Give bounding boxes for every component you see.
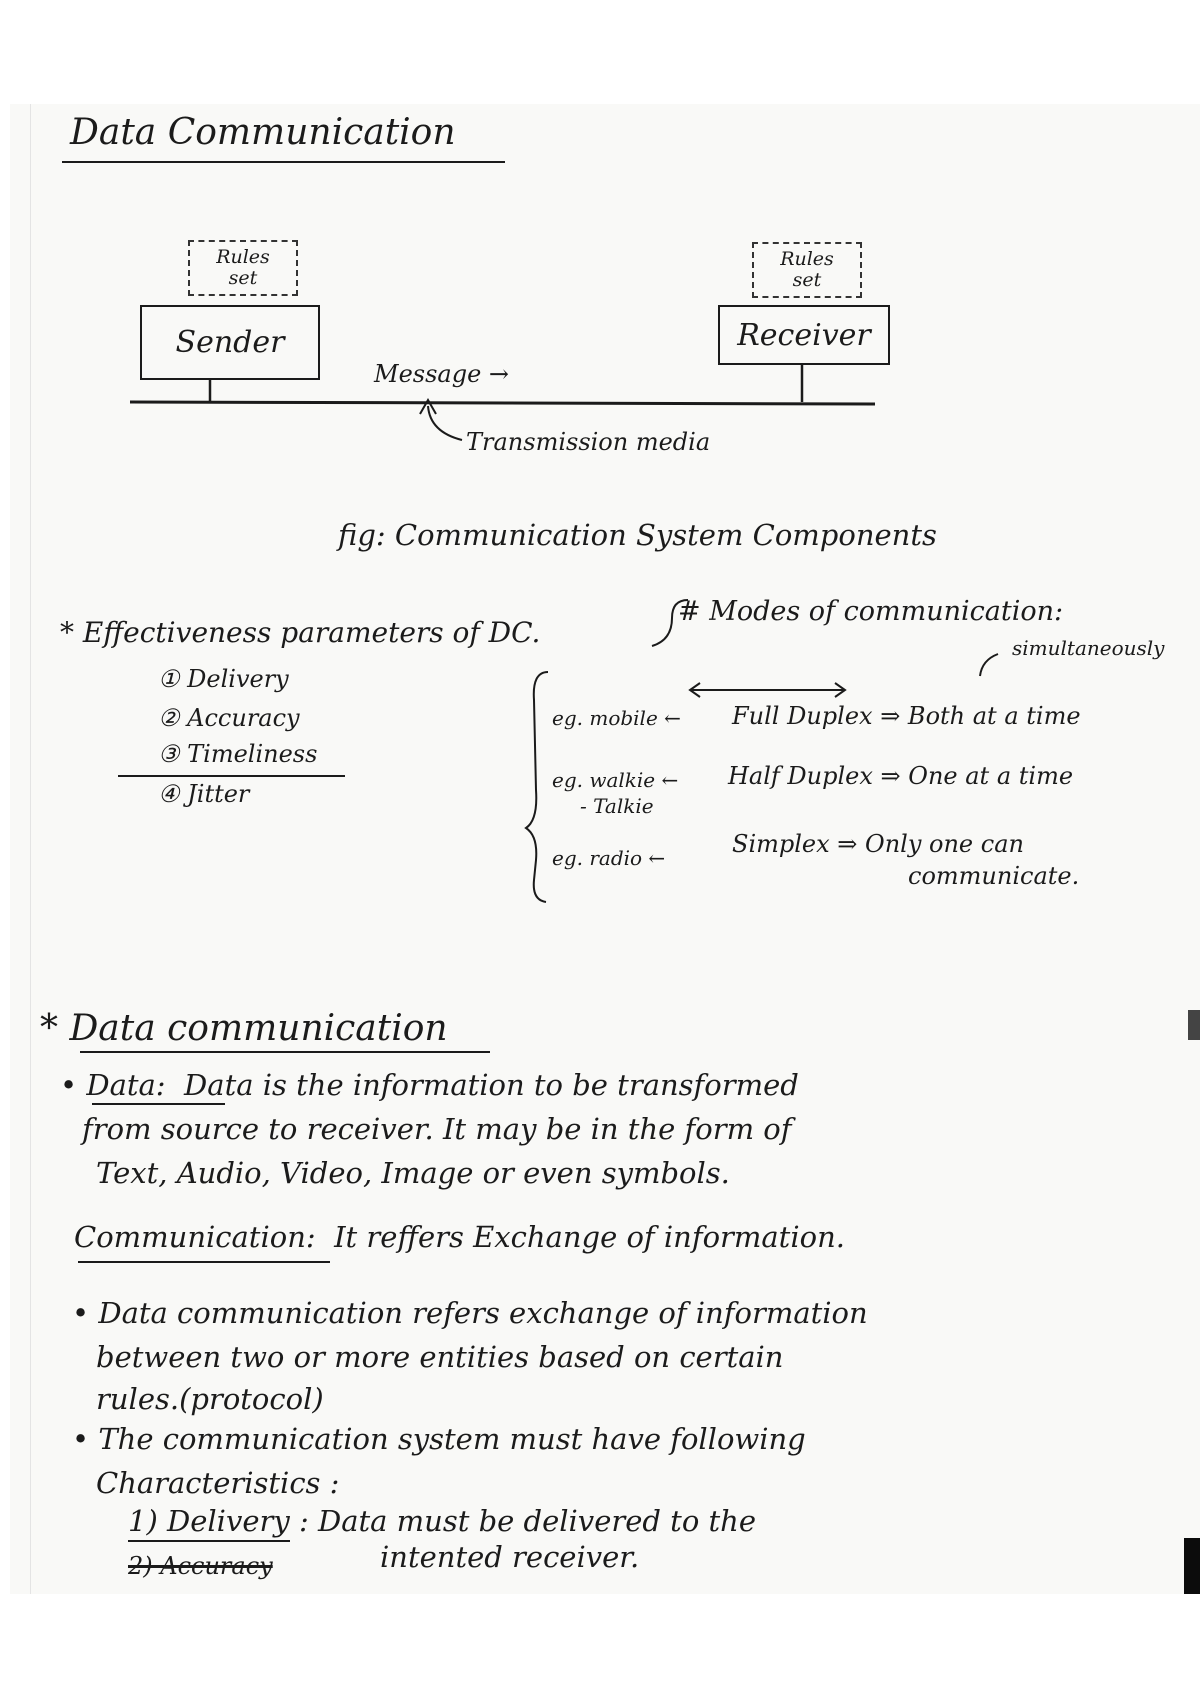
effectiveness-item: ③ Timeliness bbox=[158, 740, 318, 768]
data-line1: Data is the information to be transformed bbox=[184, 1068, 799, 1102]
communication-bullet bbox=[74, 1220, 845, 1254]
communication-text: It reffers Exchange of information. bbox=[334, 1220, 845, 1254]
receiver-rules-line2: set bbox=[792, 269, 822, 291]
simplex-text: Simplex ⇒ Only one can bbox=[732, 830, 1024, 858]
receiver-box: Receiver bbox=[718, 305, 890, 365]
dc-line1: • Data communication refers exchange of information bbox=[72, 1296, 868, 1330]
half-duplex-example: eg. walkie ← bbox=[552, 768, 679, 792]
delivery-text: : Data must be delivered to the bbox=[298, 1504, 756, 1538]
characteristic-delivery bbox=[128, 1504, 756, 1538]
delivery-text-2: intented receiver. bbox=[380, 1540, 640, 1574]
half-duplex-example-2: - Talkie bbox=[580, 794, 654, 818]
figure-caption: fig: Communication System Components bbox=[338, 518, 937, 552]
communication-label: Communication: bbox=[74, 1220, 316, 1254]
effectiveness-heading: * Effectiveness parameters of DC. bbox=[60, 616, 541, 649]
transmission-media-label: Transmission media bbox=[466, 428, 711, 456]
system-line1: • The communication system must have following bbox=[72, 1422, 806, 1456]
accuracy-struck: 2) Accuracy bbox=[128, 1552, 273, 1580]
sender-box: Sender bbox=[140, 305, 320, 380]
modes-heading: # Modes of communication: bbox=[678, 596, 1064, 627]
simplex-example: eg. radio ← bbox=[552, 846, 666, 870]
delivery-label: 1) Delivery bbox=[128, 1504, 290, 1542]
effectiveness-item: ① Delivery bbox=[158, 665, 289, 693]
full-duplex-text: Full Duplex ⇒ Both at a time bbox=[732, 702, 1081, 730]
full-duplex-example: eg. mobile ← bbox=[552, 706, 681, 730]
receiver-rules-line1: Rules bbox=[780, 248, 834, 270]
message-label: Message → bbox=[374, 360, 510, 388]
page-title: Data Communication bbox=[70, 112, 456, 153]
sender-rules-box bbox=[188, 240, 298, 296]
half-duplex-text: Half Duplex ⇒ One at a time bbox=[728, 762, 1074, 790]
system-line2: Characteristics : bbox=[96, 1466, 340, 1500]
data-line2: from source to receiver. It may be in the form of bbox=[82, 1112, 792, 1146]
effectiveness-item: ② Accuracy bbox=[158, 704, 300, 732]
data-label: Data: bbox=[86, 1068, 166, 1102]
receiver-rules-box bbox=[752, 242, 862, 298]
data-bullet: • Data: Data is the information to be transformed bbox=[60, 1068, 799, 1102]
sender-rules-line1: Rules bbox=[216, 246, 270, 268]
simultaneously-note: simultaneously bbox=[1012, 636, 1165, 660]
dc-line3: rules.(protocol) bbox=[96, 1382, 324, 1416]
effectiveness-item: ④ Jitter bbox=[158, 780, 250, 808]
simplex-text-2: communicate. bbox=[908, 862, 1080, 890]
dc-line2: between two or more entities based on certain bbox=[96, 1340, 784, 1374]
sender-rules-line2: set bbox=[228, 267, 258, 289]
section-heading: * Data communication bbox=[40, 1008, 448, 1049]
data-line3: Text, Audio, Video, Image or even symbols. bbox=[96, 1156, 730, 1190]
